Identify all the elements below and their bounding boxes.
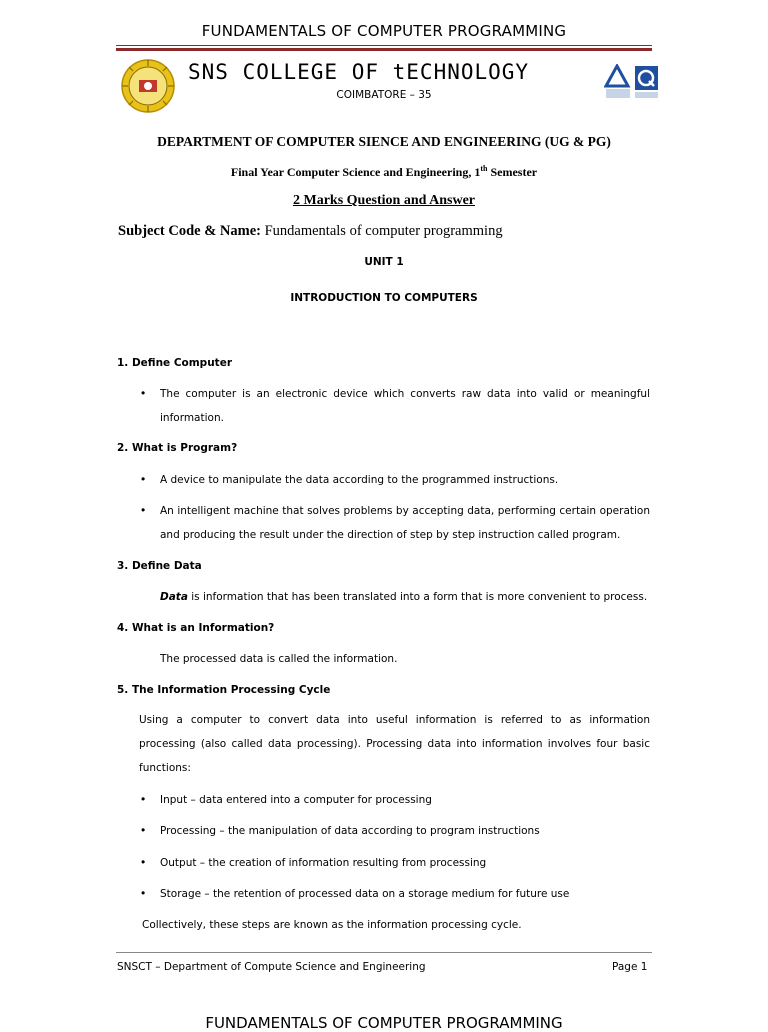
bullet-icon: • — [141, 792, 146, 806]
page-number: Page 1 — [612, 961, 648, 973]
q5-bullet-output: Output – the creation of information resulting from processing — [160, 857, 487, 869]
q5-bullet-storage: Storage – the retention of processed data on a storage medium for future use — [160, 888, 570, 900]
college-emblem-icon — [120, 58, 176, 114]
q2-answer-2-line2: and producing the result under the direction of step by step instruction called program. — [160, 529, 621, 541]
bullet-icon: • — [141, 386, 146, 400]
department-heading: DEPARTMENT OF COMPUTER SIENCE AND ENGINEERING (UG & PG) — [157, 134, 611, 149]
semester-text: Final Year Computer Science and Engineering, 1 — [230, 165, 481, 179]
q3-answer — [160, 585, 647, 609]
semester-line — [0, 164, 768, 180]
running-title: FUNDAMENTALS OF COMPUTER PROGRAMMING — [201, 22, 567, 40]
q5-para-line3: functions: — [139, 762, 191, 774]
q1-answer-line2: information. — [160, 412, 224, 424]
subject-line — [118, 223, 503, 240]
subject-value: Fundamentals of computer programming — [260, 223, 503, 239]
college-city: COIMBATORE – 35 — [336, 89, 432, 101]
header-rule-thin — [116, 45, 652, 46]
bullet-icon: • — [141, 503, 146, 517]
footer-department: SNSCT – Department of Compute Science and Engineering — [117, 961, 426, 973]
q5-para-line1: Using a computer to convert data into useful information is referred to as information — [139, 714, 650, 726]
q5-closing: Collectively, these steps are known as the information processing cycle. — [142, 919, 522, 931]
unit-heading: UNIT 1 — [364, 256, 404, 268]
college-name: SNS COLLEGE OF tECHNOLOGY — [188, 60, 530, 84]
marks-heading: 2 Marks Question and Answer — [292, 193, 476, 208]
bullet-icon: • — [141, 823, 146, 837]
q5-bullet-processing: Processing – the manipulation of data according to program instructions — [160, 825, 540, 837]
next-page-running-title: FUNDAMENTALS OF COMPUTER PROGRAMMING — [205, 1014, 563, 1032]
q2-answer-1: A device to manipulate the data according to the programmed instructions. — [160, 474, 559, 486]
q5-bullet-input: Input – data entered into a computer for processing — [160, 794, 432, 806]
certification-logos-icon — [604, 64, 660, 100]
question-3: 3. Define Data — [117, 560, 202, 572]
unit-title: INTRODUCTION TO COMPUTERS — [290, 292, 478, 304]
question-2: 2. What is Program? — [117, 442, 238, 454]
semester-suffix: Semester — [487, 165, 538, 179]
q5-para-line2: processing (also called data processing). Processing data into information involves four basic — [139, 738, 650, 750]
q1-answer-line1: The computer is an electronic device which converts raw data into valid or meaningful — [160, 388, 650, 400]
header-rule-thick — [116, 48, 652, 51]
q2-answer-2-line1: An intelligent machine that solves problems by accepting data, performing certain operation — [160, 505, 650, 517]
q3-definition: is information that has been translated into a form that is more convenient to process. — [187, 591, 648, 603]
subject-label: Subject Code & Name: — [118, 223, 261, 239]
footer-rule — [116, 952, 652, 953]
question-1: 1. Define Computer — [117, 357, 232, 369]
question-5: 5. The Information Processing Cycle — [117, 684, 331, 696]
bullet-icon: • — [141, 855, 146, 869]
q4-answer: The processed data is called the information. — [160, 653, 398, 665]
q3-term: Data — [160, 591, 188, 603]
bullet-icon: • — [141, 886, 146, 900]
semester-superscript: th — [480, 164, 488, 173]
question-4: 4. What is an Information? — [117, 622, 275, 634]
bullet-icon: • — [141, 472, 146, 486]
